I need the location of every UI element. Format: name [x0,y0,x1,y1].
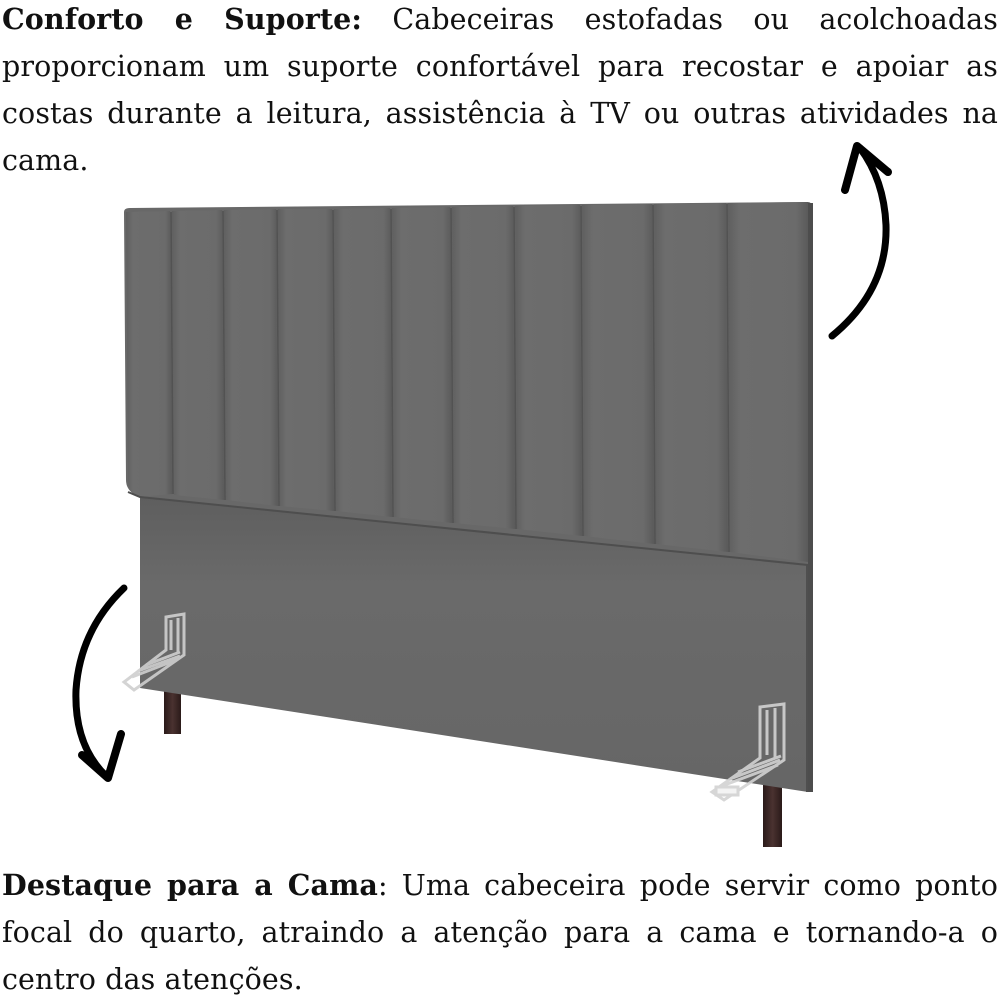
wall-bracket-left [124,614,184,690]
wall-bracket-right [712,704,784,800]
headboard-tufted-panels [124,202,813,792]
bed-highlight-text: : Uma cabeceira pode servir como ponto focal do quarto, atraindo a atenção para a cama e tornando-a o centro das atenções. [2,869,998,996]
comfort-support-text: Cabeceiras estofadas ou acolchoadas proporcionam um suporte confortável para recostar e apoiar as costas durante a leitura, assistência à TV ou outras atividades na cama. [2,3,998,177]
bed-highlight-heading: Destaque para a Cama [2,868,378,902]
comfort-support-heading: Conforto e Suporte: [2,2,363,36]
comfort-support-paragraph [2,0,998,184]
headboard-base-panel [140,496,812,792]
headboard-legs [164,680,782,847]
arrow-down-left-icon [76,588,124,778]
bed-highlight-paragraph [2,862,998,1003]
